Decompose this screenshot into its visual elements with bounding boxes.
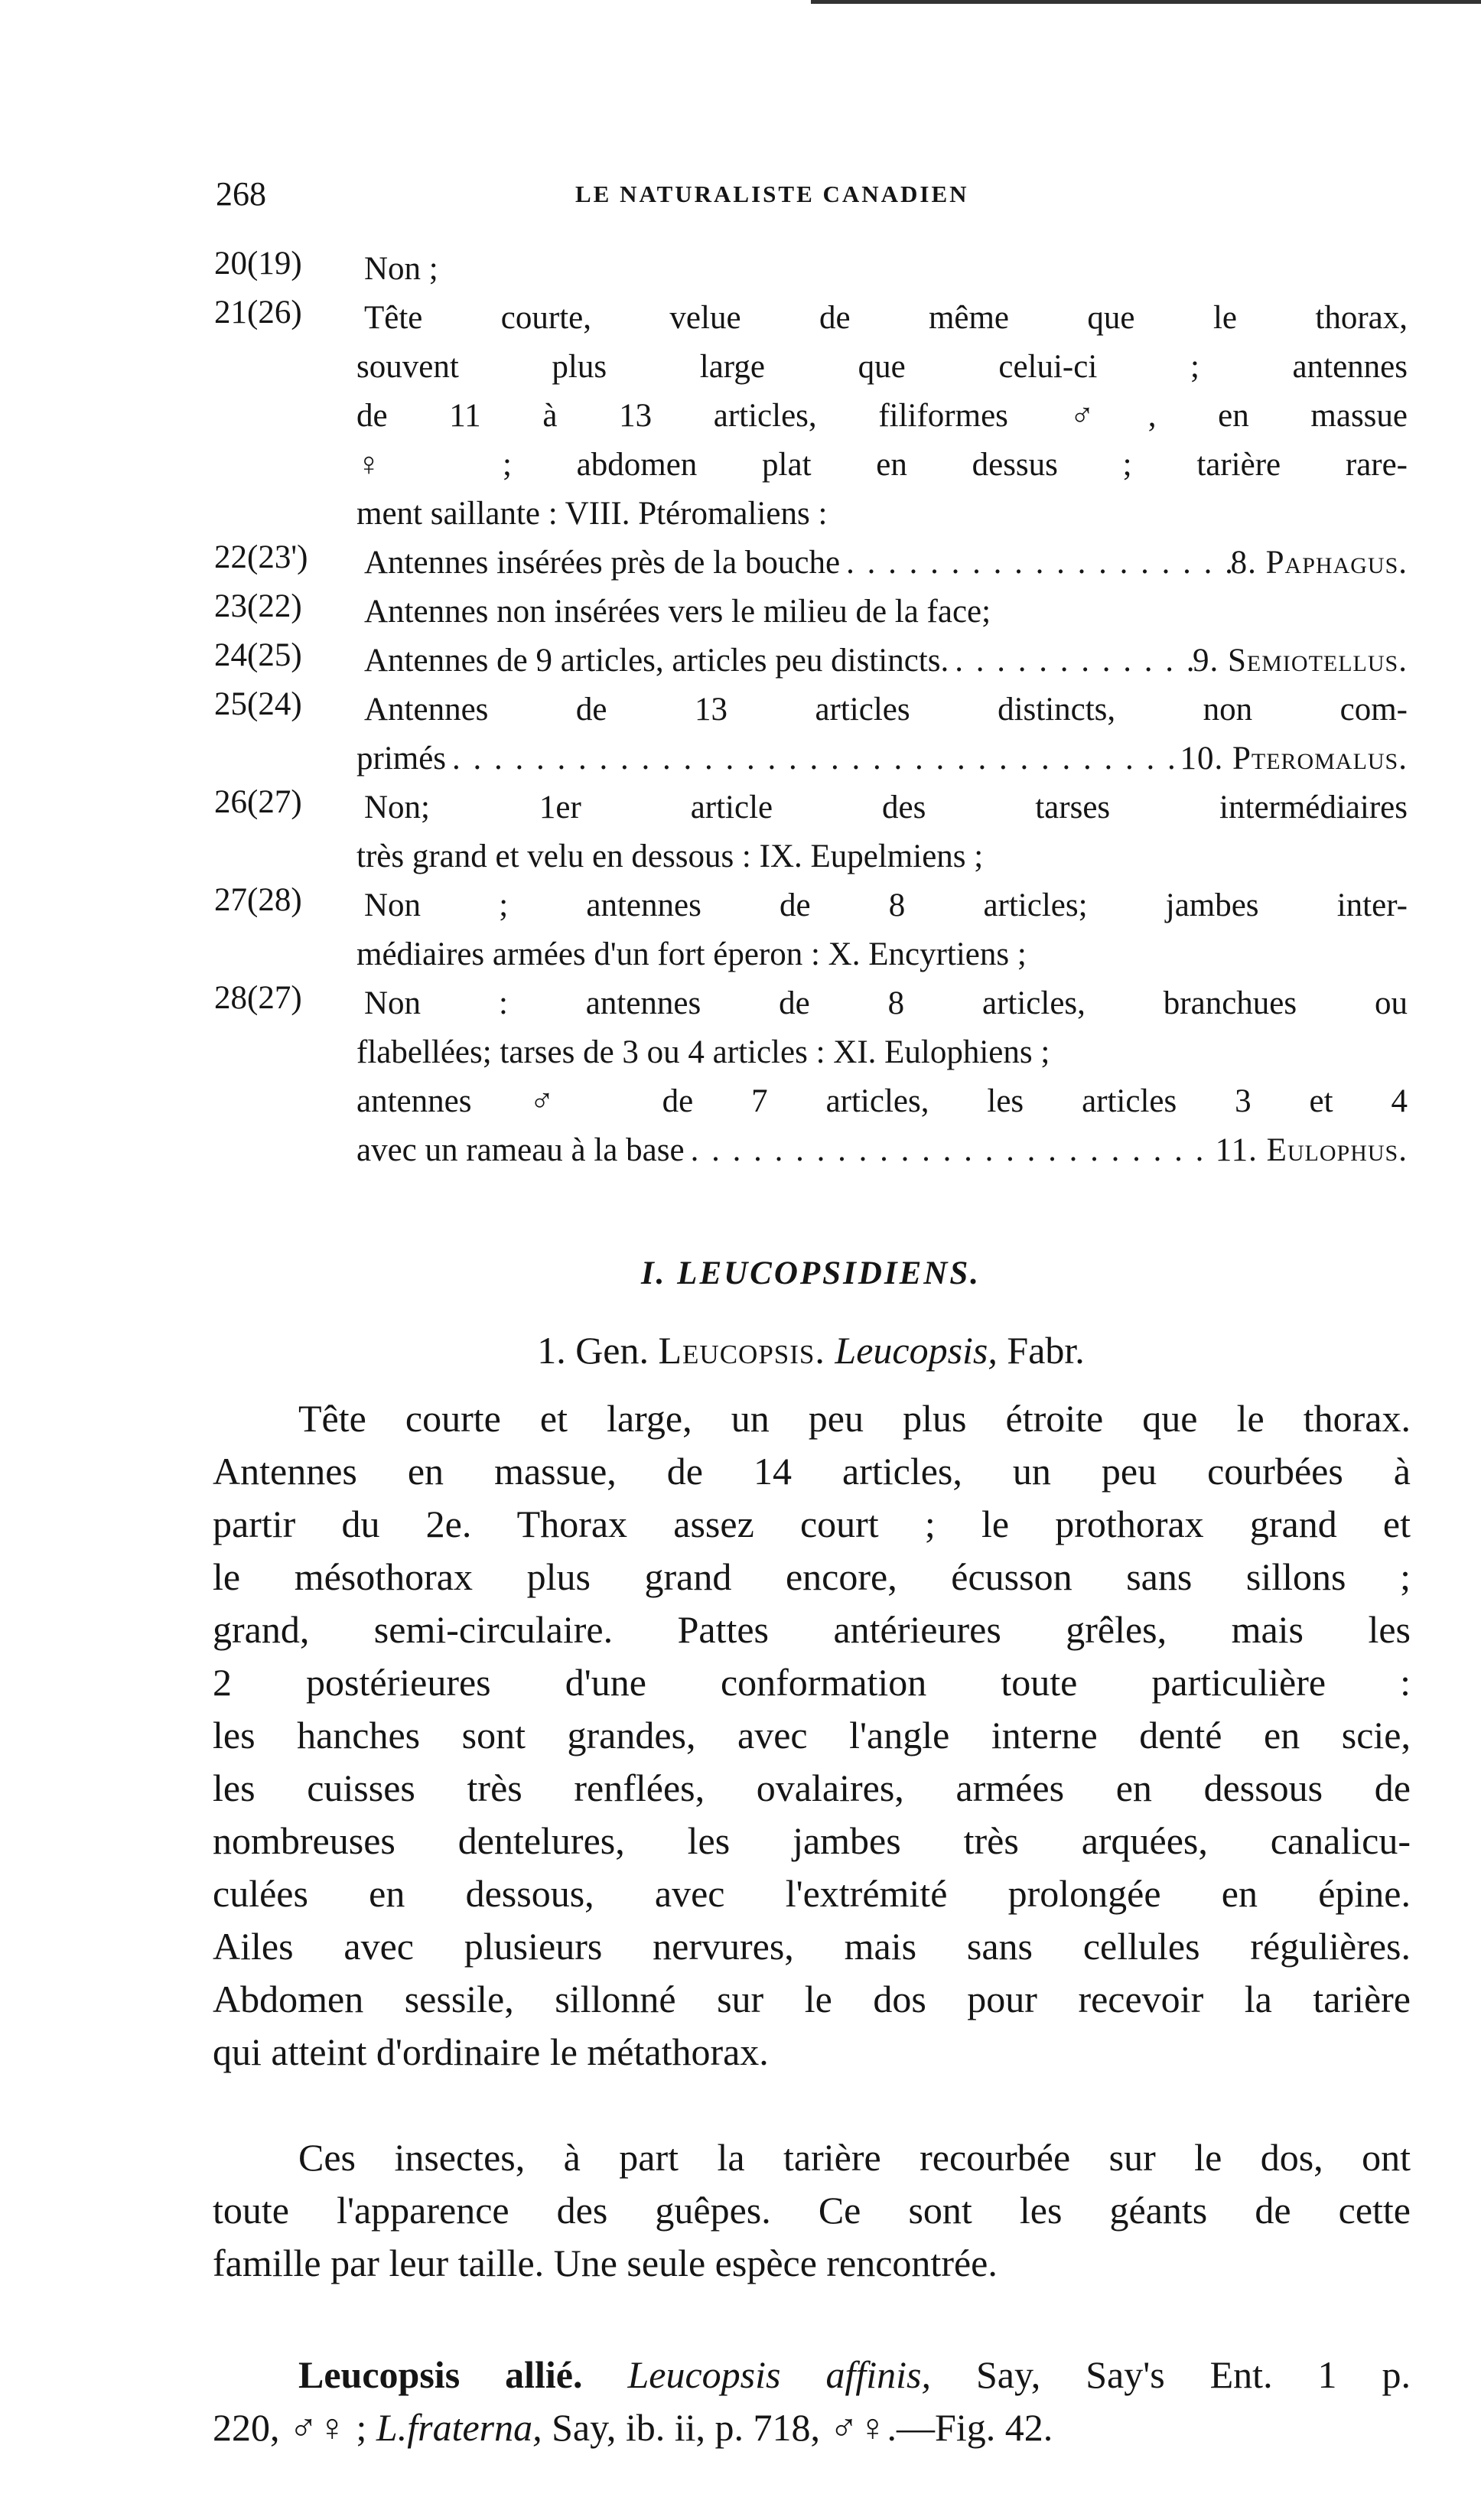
key-number: 20(19): [214, 246, 302, 282]
species-common-name: Leucopsis allié.: [298, 2353, 583, 2396]
top-edge-rule: [811, 0, 1481, 4]
genus-description: [213, 1392, 1411, 2079]
paragraph-line: partir du 2e. Thorax assez court ; le prothorax grand et: [213, 1503, 1411, 1545]
genus-name: 11. Eulophus.: [1215, 1132, 1408, 1168]
running-head: LE NATURALISTE CANADIEN: [575, 181, 969, 207]
key-leader-line: [214, 637, 1408, 685]
paragraph-line: 2 postérieures d'une conformation toute particulière :: [213, 1661, 1411, 1704]
page-number: 268: [216, 175, 266, 213]
key-entry-20: [214, 245, 1408, 294]
key-line: Non : antennes de 8 articles, branchues ou: [364, 985, 1408, 1021]
species-reference: Say, ib. ii, p. 718, ♂♀.—Fig. 42.: [552, 2406, 1053, 2449]
paragraph-line: qui atteint d'ordinaire le métathorax.: [213, 2030, 769, 2073]
dot-leader: [685, 1126, 1216, 1175]
genus-name-latin: Leucopsis,: [835, 1329, 998, 1372]
paragraph-line: culées en dessous, avec l'extrémité prolongée en épine.: [213, 1872, 1411, 1915]
paragraph-line: Ces insectes, à part la tarière recourbée sur le dos, ont: [298, 2136, 1411, 2179]
paragraph-line: Abdomen sessile, sillonné sur le dos pour recevoir la tarière: [213, 1978, 1411, 2020]
paragraph-line: toute l'apparence des guêpes. Ce sont les géants de cette: [213, 2189, 1411, 2232]
paragraph-line: le mésothorax plus grand encore, écusson sans sillons ;: [213, 1555, 1411, 1598]
paragraph-line: grand, semi-circulaire. Pattes antérieures grêles, mais les: [213, 1608, 1411, 1651]
key-number: 24(25): [214, 637, 302, 673]
dot-leader: [446, 734, 1180, 783]
key-entry-27: [214, 881, 1408, 979]
key-leader-line: [214, 1126, 1408, 1175]
genus-remarks: [213, 2131, 1411, 2290]
paragraph-line: Ailes avec plusieurs nervures, mais sans cellules régulières.: [213, 1925, 1411, 1968]
species-latin-name: Leucopsis affinis,: [627, 2353, 931, 2396]
species-synonym: L.fraterna,: [376, 2406, 542, 2449]
key-number: 25(24): [214, 686, 302, 722]
key-line: Non ;: [364, 251, 438, 287]
key-line: ment saillante : VIII. Ptéromaliens :: [356, 496, 828, 532]
paragraph-line: les hanches sont grandes, avec l'angle interne denté en scie,: [213, 1714, 1411, 1757]
key-entry-26: [214, 783, 1408, 881]
key-number: 21(26): [214, 295, 302, 330]
key-line: Antennes non insérées vers le milieu de la face;: [364, 594, 991, 630]
genus-number: 1. Gen.: [537, 1329, 649, 1372]
key-entry-25: [214, 685, 1408, 783]
key-line: primés: [356, 741, 447, 777]
key-line: antennes ♂ de 7 articles, les articles 3 et 4: [356, 1083, 1408, 1119]
key-entry-22: [214, 539, 1408, 588]
key-line: Antennes de 9 articles, articles peu distincts.: [364, 643, 949, 679]
page-header: [216, 174, 1409, 213]
key-number: 27(28): [214, 882, 302, 918]
key-line: très grand et velu en dessous : IX. Eupelmiens ;: [356, 838, 984, 874]
key-line: ♀ ; abdomen plat en dessus ; tarière rare-: [356, 447, 1408, 483]
key-line: médiaires armées d'un fort éperon : X. Encyrtiens ;: [356, 936, 1027, 972]
key-entry-23: [214, 588, 1408, 637]
species-line: [213, 2349, 1411, 2401]
key-line: avec un rameau à la base: [356, 1132, 685, 1168]
key-line: souvent plus large que celui-ci ; antennes: [356, 349, 1408, 385]
identification-key: [214, 245, 1408, 1175]
genus-name: 8. Paphagus.: [1230, 545, 1408, 581]
key-number: 28(27): [214, 980, 302, 1016]
key-line: Non; 1er article des tarses intermédiaires: [364, 790, 1408, 825]
genus-name-french: Leucopsis.: [658, 1329, 825, 1372]
key-line: Antennes de 13 articles distincts, non com-: [364, 692, 1408, 728]
key-leader-line: [214, 734, 1408, 783]
species-reference: 220, ♂♀ ;: [213, 2406, 367, 2449]
key-number: 22(23'): [214, 539, 308, 575]
species-line: [213, 2401, 1411, 2454]
key-number: 26(27): [214, 784, 302, 820]
genus-author: Fabr.: [1007, 1329, 1085, 1372]
paragraph-line: famille par leur taille. Une seule espèce rencontrée.: [213, 2242, 998, 2284]
paragraph-line: les cuisses très renflées, ovalaires, armées en dessous de: [213, 1766, 1411, 1809]
section-heading: I. LEUCOPSIDIENS.: [640, 1255, 981, 1291]
key-leader-line: [214, 539, 1408, 588]
key-line: de 11 à 13 articles, filiformes ♂, en massue: [356, 398, 1408, 434]
species-entry: [213, 2349, 1411, 2454]
key-entry-28: [214, 979, 1408, 1175]
paragraph-line: Antennes en massue, de 14 articles, un peu courbées à: [213, 1450, 1411, 1493]
key-line: Non ; antennes de 8 articles; jambes inter-: [364, 887, 1408, 923]
dot-leader: [840, 539, 1231, 588]
key-line: Tête courte, velue de même que le thorax,: [364, 300, 1408, 336]
key-number: 23(22): [214, 588, 302, 624]
key-entry-21: [214, 294, 1408, 539]
key-line: flabellées; tarses de 3 ou 4 articles : XI. Eulophiens ;: [356, 1034, 1050, 1070]
genus-name: 10. Pteromalus.: [1180, 741, 1408, 777]
key-line: Antennes insérées près de la bouche: [364, 545, 841, 581]
key-entry-24: [214, 637, 1408, 685]
paragraph-line: Tête courte et large, un peu plus étroite que le thorax.: [298, 1397, 1411, 1440]
genus-name: 9. Semiotellus.: [1193, 643, 1408, 679]
species-reference: Say, Say's Ent. 1 p.: [975, 2353, 1411, 2396]
genus-heading: [214, 1328, 1408, 1372]
paragraph-line: nombreuses dentelures, les jambes très arquées, canalicu-: [213, 1819, 1411, 1862]
dot-leader: [949, 637, 1193, 685]
